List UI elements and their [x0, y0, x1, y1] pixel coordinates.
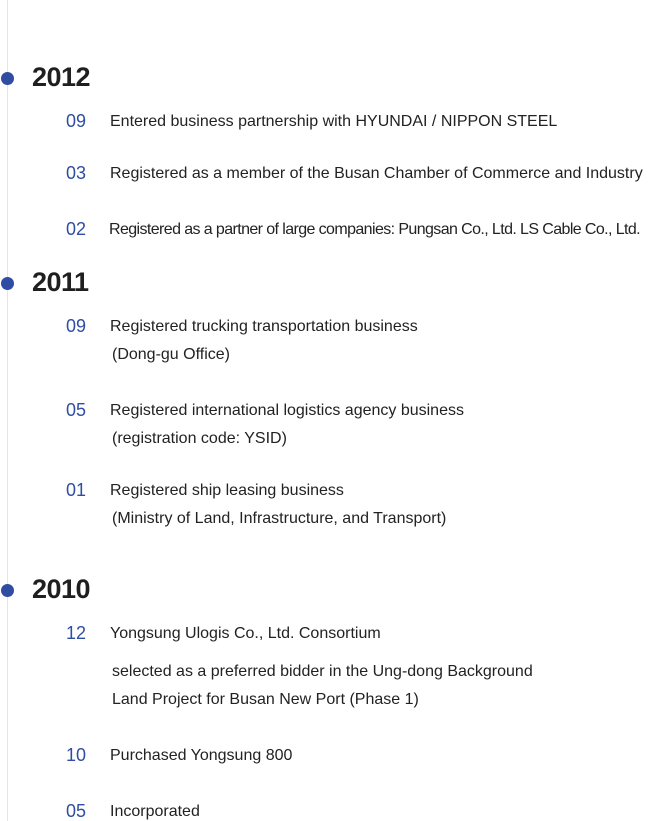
year-marker-dot: [1, 277, 14, 290]
timeline-axis-line: [7, 0, 8, 821]
year-marker-dot: [1, 584, 14, 597]
entry-description-detail: selected as a preferred bidder in the Ung-dong Background: [112, 663, 533, 680]
entry-description-detail: Land Project for Busan New Port (Phase 1): [112, 691, 419, 708]
entry-description: Registered ship leasing business: [110, 482, 344, 499]
entry-description-detail: (Dong-gu Office): [112, 346, 230, 363]
entry-description: Registered international logistics agency business: [110, 402, 464, 419]
year-heading: 2010: [32, 574, 91, 604]
entry-description: Purchased Yongsung 800: [110, 747, 293, 764]
month-label: 02: [66, 219, 87, 239]
month-label: 05: [66, 801, 87, 821]
year-marker-dot: [1, 72, 14, 85]
entry-description-detail: (Ministry of Land, Infrastructure, and Transport): [112, 510, 447, 527]
month-label: 03: [66, 163, 87, 183]
month-label: 12: [66, 623, 87, 643]
entry-description: Incorporated: [110, 803, 200, 820]
entry-description: Yongsung Ulogis Co., Ltd. Consortium: [110, 625, 381, 642]
entry-description: Registered as a partner of large companies: Pungsan Co., Ltd. LS Cable Co., Ltd.: [109, 221, 641, 238]
month-label: 09: [66, 111, 87, 131]
month-label: 01: [66, 480, 87, 500]
entry-description: Registered trucking transportation business: [110, 318, 418, 335]
year-heading: 2011: [32, 267, 89, 297]
entry-description-detail: (registration code: YSID): [112, 430, 287, 447]
month-label: 09: [66, 316, 87, 336]
year-heading: 2012: [32, 62, 91, 92]
entry-description: Registered as a member of the Busan Chamber of Commerce and Industry: [110, 165, 643, 182]
month-label: 10: [66, 745, 87, 765]
month-label: 05: [66, 400, 87, 420]
entry-description: Entered business partnership with HYUNDAI / NIPPON STEEL: [110, 113, 558, 130]
